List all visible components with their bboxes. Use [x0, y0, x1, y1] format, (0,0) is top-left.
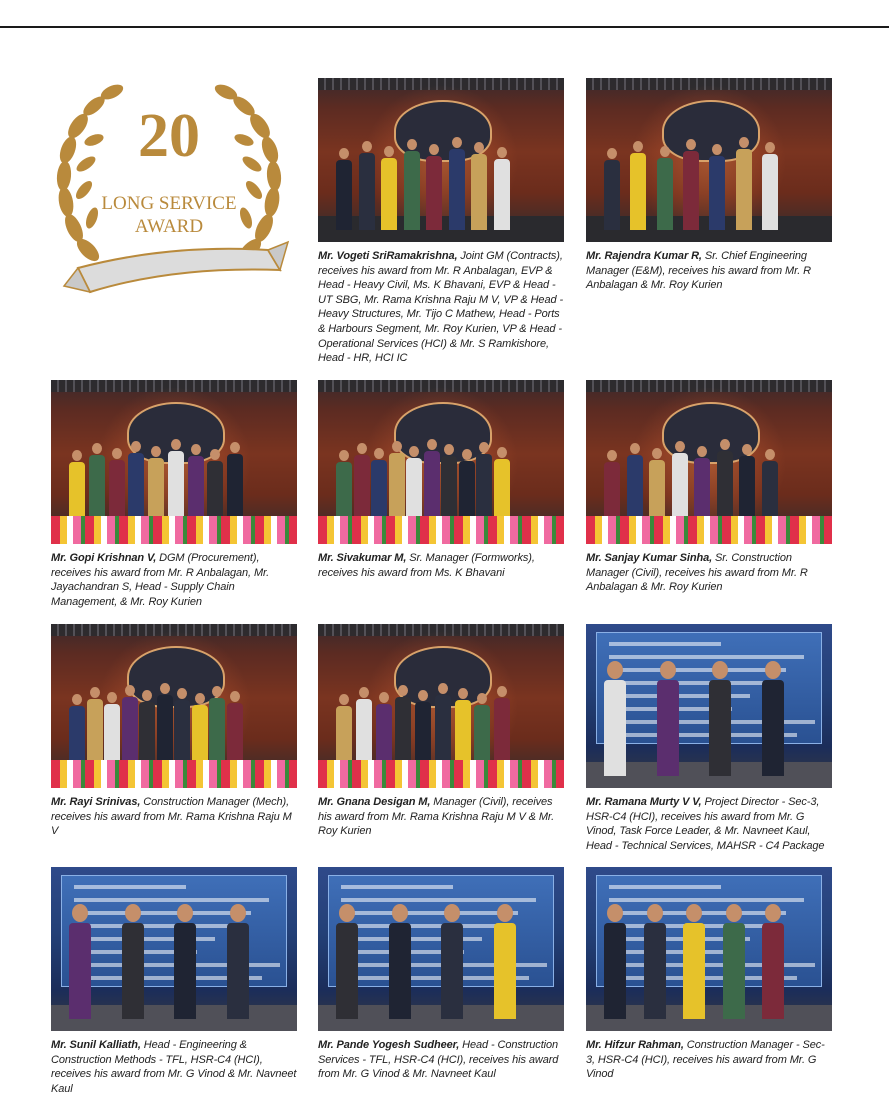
awardee-name: Mr. Hifzur Rahman,: [586, 1039, 684, 1051]
award-description: Head - Construction Services - TFL, HSR-C4 (HCI), receives his award from Mr. G Vinod & Mr. Navneet Kaul: [318, 1039, 559, 1081]
person-figure: [762, 904, 784, 1019]
award-photo: [318, 380, 564, 544]
people-group: [604, 122, 814, 230]
logo-line1: LONG SERVICE: [101, 193, 237, 214]
person-figure: [604, 904, 626, 1019]
people-group: [69, 911, 279, 1019]
flower-decoration: [51, 760, 297, 788]
screen-line: [609, 885, 721, 889]
person-figure: [657, 661, 679, 776]
award-card: [318, 78, 564, 366]
award-photo: [318, 624, 564, 788]
awardee-name: Mr. Sanjay Kumar Sinha,: [586, 552, 713, 564]
person-figure: [122, 904, 144, 1019]
person-figure: [604, 661, 626, 776]
person-figure: [426, 144, 442, 230]
person-figure: [336, 148, 352, 230]
person-figure: [494, 904, 516, 1019]
top-rule: [0, 26, 889, 28]
screen-line: [609, 898, 804, 902]
award-photo: [51, 867, 297, 1031]
person-figure: [174, 904, 196, 1019]
award-card: [51, 867, 297, 1096]
person-figure: [494, 147, 510, 230]
laurel-wreath-icon: [44, 72, 294, 312]
people-group: [604, 668, 814, 776]
award-description: Sr. Chief Engineering Manager (E&M), receives his award from Mr. R Anbalagan & Mr. Roy Kurien: [586, 250, 812, 292]
person-figure: [644, 904, 666, 1019]
awardee-name: Mr. Gopi Krishnan V,: [51, 552, 157, 564]
screen-line: [609, 655, 804, 659]
awardee-name: Mr. Ramana Murty V V,: [586, 796, 702, 808]
person-figure: [227, 904, 249, 1019]
person-figure: [630, 141, 646, 230]
award-photo: [586, 78, 832, 242]
award-caption: [51, 795, 297, 839]
award-caption: [586, 551, 832, 595]
person-figure: [683, 139, 699, 230]
award-card: [586, 380, 832, 595]
award-description: Manager (Civil), receives his award from Mr. Rama Krishna Raju M V & Mr. Roy Kurien: [318, 796, 555, 838]
screen-line: [609, 642, 721, 646]
award-card: [51, 624, 297, 839]
long-service-award-logo: [44, 72, 294, 312]
people-group: [604, 911, 814, 1019]
award-card: [586, 624, 832, 853]
award-photo: [51, 624, 297, 788]
flower-decoration: [586, 516, 832, 544]
award-caption: [51, 1038, 297, 1096]
award-caption: [586, 249, 832, 293]
award-photo: [586, 867, 832, 1031]
screen-line: [74, 885, 186, 889]
award-description: Sr. Construction Manager (Civil), receives his award from Mr. R Anbalagan & Mr. Roy Kurien: [586, 552, 808, 594]
screen-line: [74, 898, 269, 902]
award-card: [318, 867, 564, 1082]
award-photo: [318, 867, 564, 1031]
award-description: Construction Manager (Mech), receives his award from Mr. Rama Krishna Raju M V: [51, 796, 292, 838]
awardee-name: Mr. Vogeti SriRamakrishna,: [318, 250, 458, 262]
award-card: [318, 380, 564, 580]
awardee-name: Mr. Rayi Srinivas,: [51, 796, 141, 808]
award-photo: [586, 380, 832, 544]
awardee-name: Mr. Rajendra Kumar R,: [586, 250, 702, 262]
award-description: Joint GM (Contracts), receives his award from Mr. R Anbalagan, EVP & Head - Heavy Civil, Ms. K Bhavani, EVP & Head - UT SBG, Mr. Rama Krishna Raju M V, VP & Head - Heavy Structures, Mr. Tijo C Mathew, Head - Ports & Harbours Segment, Mr. Roy Kurien, VP & Head - Operational Services (HCI) & Mr. S Ramkishore, Head - HR, HCI IC: [318, 250, 564, 365]
person-figure: [762, 661, 784, 776]
person-figure: [709, 661, 731, 776]
flower-decoration: [318, 516, 564, 544]
screen-line: [341, 898, 536, 902]
person-figure: [723, 904, 745, 1019]
award-caption: [586, 1038, 832, 1082]
person-figure: [359, 141, 375, 230]
award-caption: [318, 551, 564, 580]
award-caption: [51, 551, 297, 609]
award-photo: [586, 624, 832, 788]
person-figure: [683, 904, 705, 1019]
person-figure: [736, 137, 752, 230]
person-figure: [471, 142, 487, 230]
award-caption: [318, 795, 564, 839]
person-figure: [404, 139, 420, 230]
person-figure: [449, 137, 465, 230]
flower-decoration: [51, 516, 297, 544]
award-card: [51, 380, 297, 609]
person-figure: [389, 904, 411, 1019]
award-photo: [318, 78, 564, 242]
person-figure: [336, 904, 358, 1019]
award-description: Project Director - Sec-3, HSR-C4 (HCI), receives his award from Mr. G Vinod, Task Force Leader, & Mr. Navneet Kaul, Head - Technical Services, MAHSR - C4 Package: [586, 796, 825, 852]
award-card: [586, 78, 832, 293]
screen-line: [341, 885, 453, 889]
person-figure: [657, 146, 673, 230]
award-card: [318, 624, 564, 839]
award-caption: [586, 795, 832, 853]
award-card: [586, 867, 832, 1082]
flower-decoration: [318, 760, 564, 788]
awardee-name: Mr. Sunil Kalliath,: [51, 1039, 141, 1051]
person-figure: [441, 904, 463, 1019]
awardee-name: Mr. Sivakumar M,: [318, 552, 407, 564]
award-description: Construction Manager - Sec-3, HSR-C4 (HCI), receives his award from Mr. G Vinod: [586, 1039, 825, 1081]
logo-line2: AWARD: [134, 216, 204, 237]
award-caption: [318, 1038, 564, 1082]
logo-number: 20: [138, 102, 200, 170]
award-description: Head - Engineering & Construction Methods - TFL, HSR-C4 (HCI), receives his award from Mr. G Vinod & Mr. Navneet Kaul: [51, 1039, 297, 1095]
person-figure: [762, 142, 778, 230]
awardee-name: Mr. Gnana Desigan M,: [318, 796, 431, 808]
award-photo: [51, 380, 297, 544]
awardee-name: Mr. Pande Yogesh Sudheer,: [318, 1039, 460, 1051]
award-description: DGM (Procurement), receives his award from Mr. R Anbalagan, Mr. Jayachandran S, Head - Supply Chain Management, & Mr. Roy Kurien: [51, 552, 270, 608]
people-group: [336, 122, 546, 230]
award-description: Sr. Manager (Formworks), receives his award from Ms. K Bhavani: [318, 552, 535, 579]
person-figure: [709, 144, 725, 230]
person-figure: [381, 146, 397, 230]
people-group: [336, 911, 546, 1019]
person-figure: [69, 904, 91, 1019]
award-caption: [318, 249, 564, 366]
person-figure: [604, 148, 620, 230]
